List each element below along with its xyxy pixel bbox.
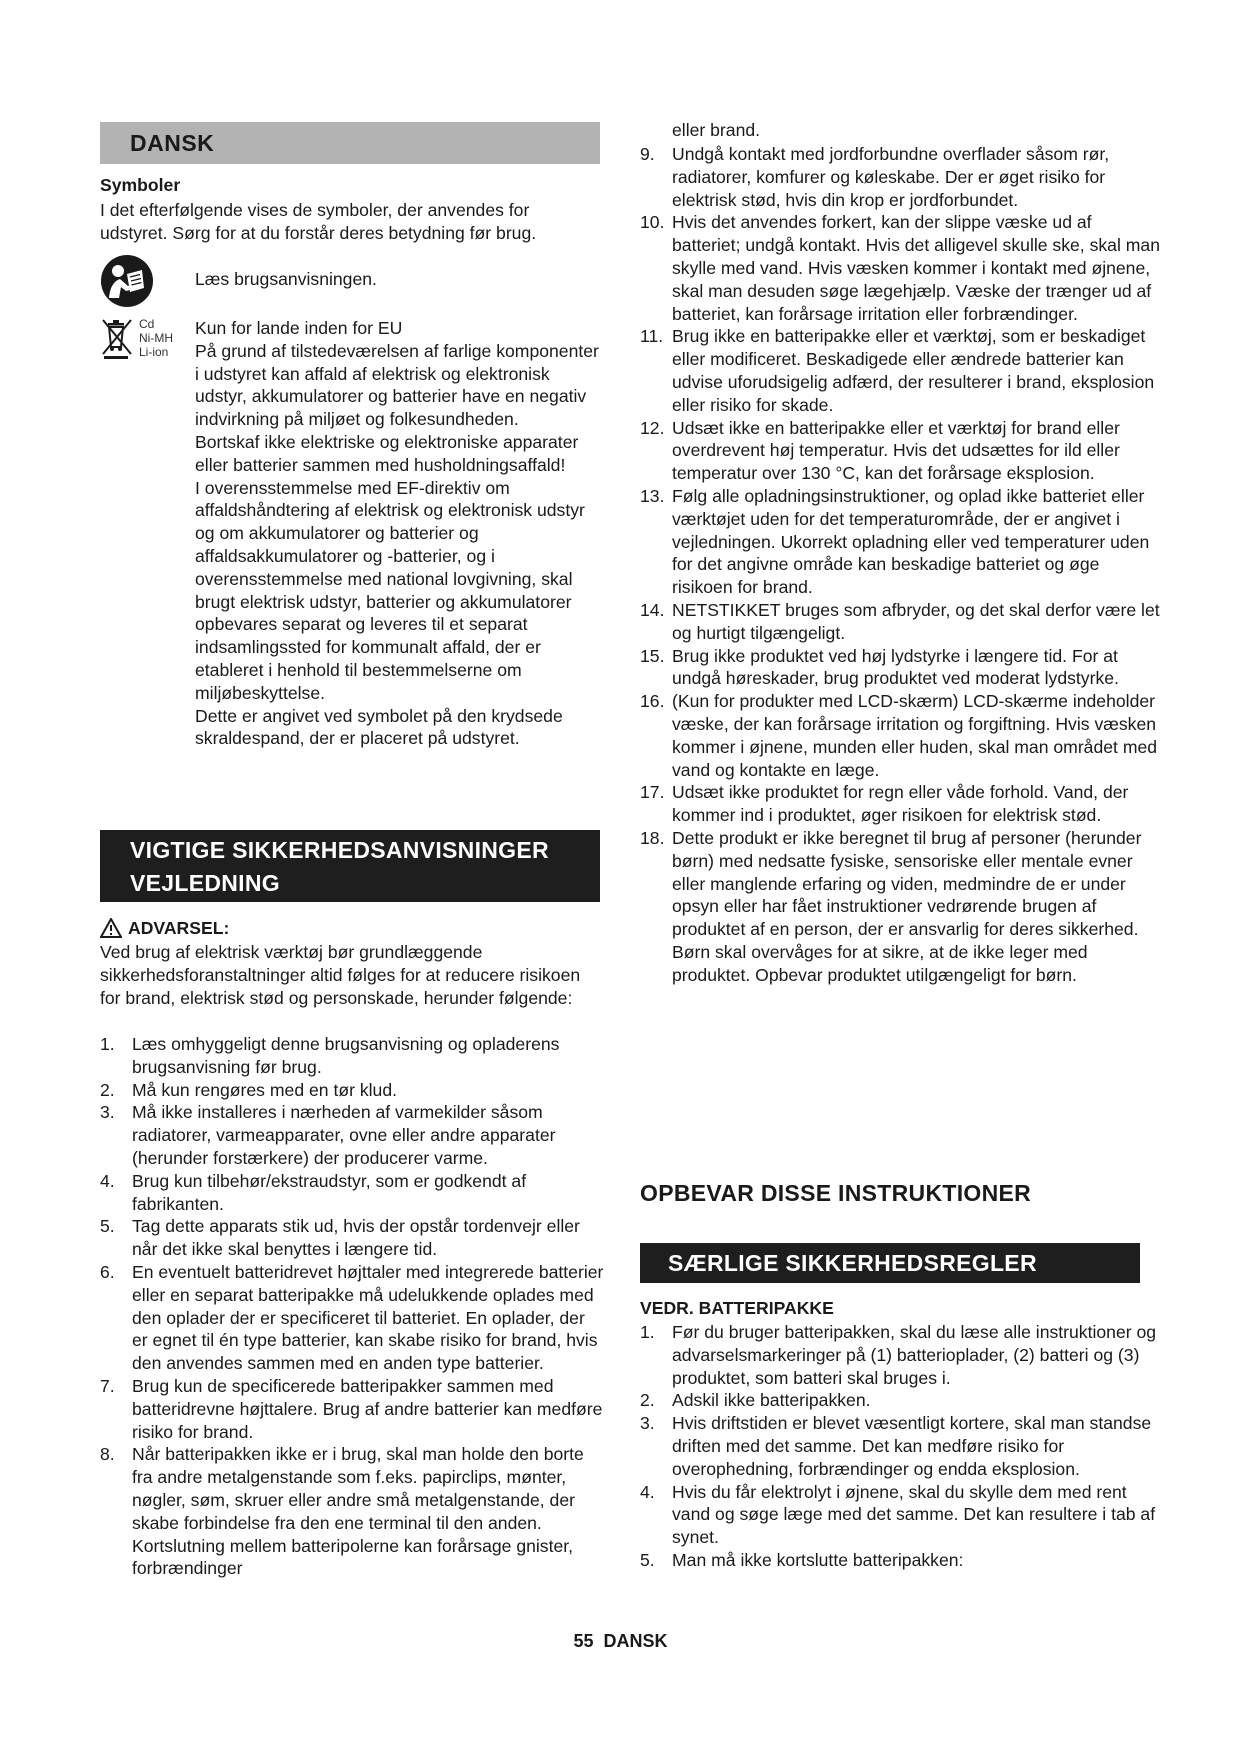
battery-types (139, 317, 173, 359)
footer-language: DANSK (603, 1631, 668, 1651)
crossed-bin-icon (99, 316, 137, 360)
page-number: 55 (573, 1631, 594, 1651)
list-item: 10. Hvis det anvendes forkert, kan der slippe væske ud af batteriet; undgå kontakt. Hvis det alligevel skulle ske, skal man skylle med vand. Hvis væsken kommer i kontakt med øjnene, skal man desuden søge lægehjælp. Væske der trænger ud af batteriet, kan forårsage irritation eller forbrændinger. (640, 212, 1160, 324)
keep-instructions-title: OPBEVAR DISSE INSTRUKTIONER (640, 1180, 1032, 1206)
continuation-text: eller brand. (672, 120, 761, 140)
eu-text-3: I overensstemmelse med EF-direktiv om affaldshåndtering af elektrisk og elektronisk udstyr og om akkumulatorer og batterier og affaldsakkumulatorer og -batterier, og i overensstemmelse med national lovgivning, skal brugt elektrisk udstyr, batterier og akkumulatorer opbevares separat og leveres til et separat indsamlingssted for kommunalt affald, der er etableret i henhold til bestemmelserne om miljøbeskyttelse. (195, 477, 585, 703)
list-item: 1. Læs omhyggeligt denne brugsanvisning og opladerens brugsanvisning før brug. (100, 1034, 560, 1077)
list-item: 3. Må ikke installeres i nærheden af varmekilder såsom radiatorer, varmeapparater, ovne eller andre apparater (herunder forstærkere) der producerer varme. (100, 1102, 556, 1168)
safety-title (100, 830, 600, 902)
read-manual-label: Læs brugsanvisningen. (195, 269, 377, 289)
list-item: 12. Udsæt ikke en batteripakke eller et værktøj for brand eller overdrevent høj temperatur. Hvis det udsættes for ild eller temperatur over 130 °C, kan det forårsage eksplosion. (640, 417, 1120, 484)
list-item: 5. Tag dette apparats stik ud, hvis der opstår tordenvejr eller når det ikke skal benyttes i længere tid. (100, 1216, 580, 1260)
list-item: 13. Følg alle opladningsinstruktioner, og oplad ikke batteriet eller værktøjet uden for det temperaturområde, der er angivet i vejledningen. Ukorrekt opladning eller ved temperaturer uden for det angivne område kan beskadige batteriet og øge risikoen for brand. (640, 485, 1150, 598)
list-item: 17. Udsæt ikke produktet for regn eller våde forhold. Vand, der kommer ind i produktet, øger risikoen for elektrisk stød. (640, 782, 1129, 826)
warning-label: ADVARSEL: (128, 918, 230, 938)
safety-title-line1: VIGTIGE SIKKERHEDSANVISNINGER (130, 837, 549, 863)
safety-list-right (640, 143, 1160, 986)
page-footer (0, 1631, 1241, 1652)
list-item: 11. Brug ikke en batteripakke eller et værktøj, som er beskadiget eller modificeret. Beskadigede eller ændrede batterier kan udvise uforudsigelig adfærd, der resulterer i brand, eksplosion eller risiko for skade. (640, 326, 1155, 415)
warning-intro: Ved brug af elektrisk værktøj bør grundlæggende sikkerhedsforanstaltninger altid følges for at reducere risikoen for brand, elektrisk stød og personskade, herunder følgende: (100, 942, 581, 1008)
list-item: 5. Man må ikke kortslutte batteripakken: (640, 1549, 964, 1570)
safety-title-line2: VEJLEDNING (130, 870, 280, 896)
read-manual-icon (100, 254, 154, 308)
list-item: 3. Hvis driftstiden er blevet væsentligt kortere, skal man standse driften med det samme. Det kan medføre risiko for overophedning, forbrændinger og endda eksplosion. (640, 1413, 1152, 1479)
list-item: 6. En eventuelt batteridrevet højttaler med integrerede batterier eller en separat batteripakke må udelukkende oplades med den oplader der er specificeret til batteriet. En oplader, der er egnet til én type batterier, kan skabe risiko for brand, hvis den anvendes sammen med en anden type batterier. (100, 1261, 604, 1374)
eu-text-1: På grund af tilstedeværelsen af farlige komponenter i udstyret kan affald af elektrisk og elektronisk udstyr, akkumulatorer og batterier have en negativ indvirkning på miljøet og folkesundheden. (195, 340, 599, 430)
list-item: 2. Må kun rengøres med en tør klud. (100, 1079, 397, 1100)
eu-title: Kun for lande inden for EU (195, 318, 403, 338)
battery-heading: VEDR. BATTERIPAKKE (640, 1298, 834, 1318)
list-item: 2. Adskil ikke batteripakken. (640, 1390, 871, 1411)
list-item: 15. Brug ikke produktet ved høj lydstyrke i længere tid. For at undgå høreskader, brug produktet ved moderat lydstyrke. (640, 645, 1119, 689)
list-item: 7. Brug kun de specificerede batteripakker sammen med batteridrevne højttalere. Brug af andre batterier kan medføre risiko for brand. (100, 1375, 603, 1442)
list-item: 14. NETSTIKKET bruges som afbryder, og det skal derfor være let og hurtigt tilgængeligt. (640, 599, 1160, 643)
warning-triangle-icon (100, 918, 122, 938)
list-item: 9. Undgå kontakt med jordforbundne overflader såsom rør, radiatorer, komfurer og køleskabe. Der er øget risiko for elektrisk stød, hvis din krop er jordforbundet. (640, 144, 1110, 210)
list-item: 1. Før du bruger batteripakken, skal du læse alle instruktioner og advarselsmarkeringer på (1) batterioplader, (2) batteri og (3) produktet, som batteri skal bruges i. (640, 1322, 1157, 1388)
list-item: 18. Dette produkt er ikke beregnet til brug af personer (herunder børn) med nedsatte fysiske, sensoriske eller mentale evner eller manglende erfaring og viden, medmindre de er under opsyn eller har fået instruktioner vedrørende brugen af produktet af en person, der er ansvarlig for deres sikkerhed. Børn skal overvåges for at sikre, at de ikke leger med produktet. Opbevar produktet utilgængeligt for børn. (640, 827, 1142, 985)
special-safety-title: SÆRLIGE SIKKERHEDSREGLER (640, 1243, 1140, 1283)
list-item: 16. (Kun for produkter med LCD-skærm) LCD-skærme indeholder væske, der kan forårsage irritation og forgiftning. Hvis væsken kommer i øjnene, munden eller huden, skal man området med vand og kontakte en læge. (640, 691, 1158, 780)
section-title-dansk: DANSK (100, 122, 600, 164)
battery-type-nimh: Ni-MH (139, 331, 173, 345)
battery-type-cd: Cd (139, 317, 155, 331)
battery-list (640, 1321, 1160, 1572)
list-item: 8. Når batteripakken ikke er i brug, skal man holde den borte fra andre metalgenstande som f.eks. papirclips, mønter, nøgler, søm, skruer eller andre små metalgenstande, der skabe forbindelse fra den ene terminal til den anden. Kortslutning mellem batteripolerne kan forårsage gnister, forbrændinger (100, 1444, 584, 1579)
eu-text-4: Dette er angivet ved symbolet på den krydsede skraldespand, der er placeret på udstyret. (195, 705, 563, 749)
list-item: 4. Hvis du får elektrolyt i øjnene, skal du skylle dem med rent vand og søge læge med det samme. Det kan resultere i tab af synet. (640, 1481, 1156, 1548)
symbols-heading: Symboler (100, 175, 181, 195)
safety-list-left (100, 1033, 605, 1580)
symbols-intro: I det efterfølgende vises de symboler, der anvendes for udstyret. Sørg for at du forstår deres betydning før brug. (100, 200, 537, 243)
eu-text-2: Bortskaf ikke elektriske og elektroniske apparater eller batterier sammen med husholdningsaffald! (195, 431, 579, 475)
eu-disposal-block (195, 317, 605, 750)
battery-type-liion: Li-ion (139, 345, 169, 359)
list-item: 4. Brug kun tilbehør/ekstraudstyr, som er godkendt af fabrikanten. (100, 1170, 527, 1214)
